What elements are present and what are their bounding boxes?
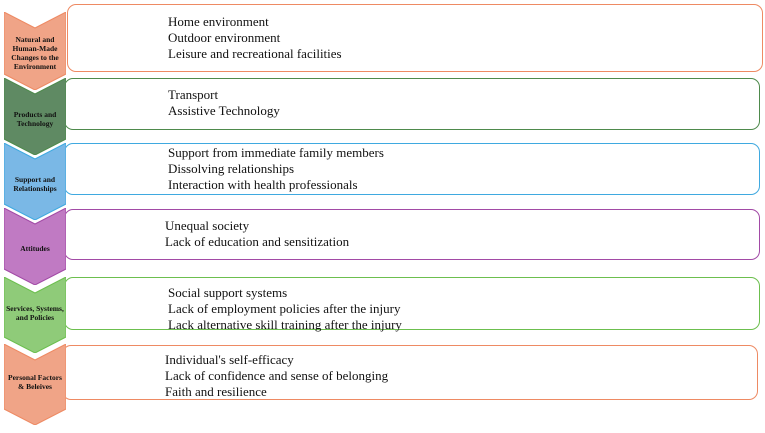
category-chevron — [4, 277, 66, 353]
category-items — [165, 218, 349, 250]
category-label: Personal Factors & Beleives — [8, 373, 62, 391]
category-chevron — [4, 208, 66, 285]
list-item: Faith and resilience — [165, 384, 267, 399]
category-label: Products and Technology — [13, 109, 57, 128]
list-item: Individual's self-efficacy — [165, 352, 294, 367]
list-item: Social support systems — [168, 285, 288, 300]
category-label: Support and Relationships — [13, 174, 57, 193]
list-item: Transport — [168, 87, 219, 102]
category-label: Attitudes — [20, 244, 50, 253]
category-items — [168, 87, 280, 119]
list-item: Lack of employment policies after the injury — [168, 301, 401, 316]
category-items — [165, 352, 388, 400]
list-item: Lack of confidence and sense of belonging — [165, 368, 389, 383]
list-item: Lack alternative skill training after the injury — [168, 317, 402, 332]
list-item: Dissolving relationships — [168, 161, 295, 176]
list-item: Leisure and recreational facilities — [168, 46, 342, 61]
category-label: Services, Systems, and Policies — [6, 303, 64, 322]
category-items — [168, 14, 342, 62]
list-item: Outdoor environment — [168, 30, 281, 45]
list-item: Interaction with health professionals — [168, 177, 358, 192]
category-items — [168, 285, 402, 333]
category-label: Natural and Human-Made Changes to the Environment — [11, 35, 59, 71]
list-item: Support from immediate family members — [168, 145, 384, 160]
category-items — [168, 145, 384, 193]
list-item: Assistive Technology — [168, 103, 280, 118]
category-chevron — [4, 344, 66, 425]
list-item: Lack of education and sensitization — [165, 234, 350, 249]
list-item: Unequal society — [165, 218, 250, 233]
list-item: Home environment — [168, 14, 269, 29]
